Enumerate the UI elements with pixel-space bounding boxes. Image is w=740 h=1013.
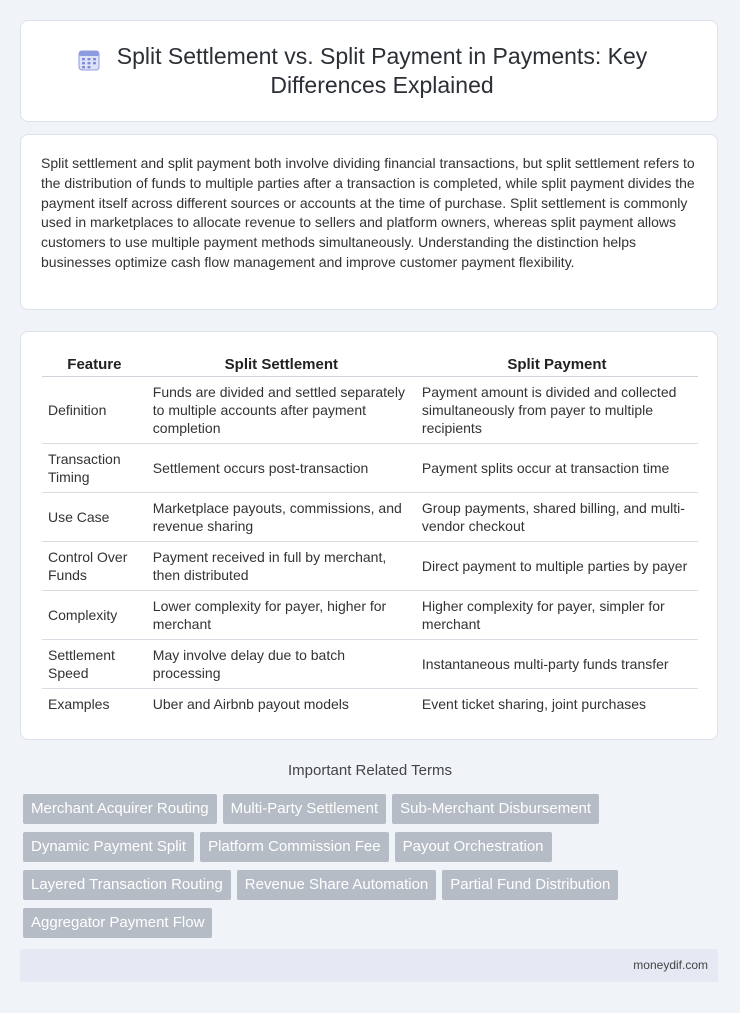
- related-terms-title: Important Related Terms: [288, 762, 452, 779]
- feature-cell: Control Over Funds: [42, 542, 147, 591]
- payment-cell: Instantaneous multi-party funds transfer: [416, 640, 698, 689]
- related-term-tag[interactable]: Dynamic Payment Split: [23, 832, 194, 862]
- related-term-tag[interactable]: Payout Orchestration: [395, 832, 552, 862]
- related-term-tag[interactable]: Sub-Merchant Disbursement: [392, 794, 599, 824]
- related-term-tag[interactable]: Layered Transaction Routing: [23, 870, 231, 900]
- table-row: [42, 542, 698, 591]
- settlement-cell: Settlement occurs post-transaction: [147, 444, 416, 493]
- settlement-cell: Uber and Airbnb payout models: [152, 696, 349, 712]
- header-split-settlement: Split Settlement: [147, 352, 416, 377]
- related-term-tag[interactable]: Aggregator Payment Flow: [23, 908, 212, 938]
- settlement-cell: Payment received in full by merchant, then distributed: [147, 542, 416, 591]
- feature-cell: Transaction Timing: [42, 444, 147, 493]
- comparison-table: [42, 352, 698, 719]
- related-term-tag[interactable]: Platform Commission Fee: [200, 832, 389, 862]
- settlement-cell: Funds are divided and settled separately to multiple accounts after payment completion: [147, 377, 416, 444]
- footer: [20, 949, 718, 982]
- related-term-tag[interactable]: Merchant Acquirer Routing: [23, 794, 217, 824]
- table-row: [42, 377, 698, 444]
- table-row: [42, 493, 698, 542]
- feature-cell: Complexity: [42, 591, 147, 640]
- table-row: [42, 444, 698, 493]
- title-card: [20, 20, 718, 122]
- feature-cell: Definition: [42, 377, 147, 444]
- related-terms-list: [23, 794, 693, 938]
- related-term-tag[interactable]: Partial Fund Distribution: [442, 870, 618, 900]
- feature-cell: Examples: [48, 696, 110, 712]
- header-feature: Feature: [42, 352, 147, 377]
- related-term-tag[interactable]: Revenue Share Automation: [237, 870, 436, 900]
- settlement-cell: May involve delay due to batch processing: [147, 640, 416, 689]
- comparison-table-card: [20, 331, 718, 740]
- table-row: [42, 640, 698, 689]
- intro-paragraph: Split settlement and split payment both involve dividing financial transactions, but split settlement refers to the distribution of funds to multiple parties after a transaction is completed, while split payment divides the payment itself across different sources or accounts at the time of purchase. Split settlement is commonly used in marketplaces to allocate revenue to sellers and platform owners, whereas split payment allows customers to use multiple payment methods simultaneously. Understanding the distinction helps businesses optimize cash flow management and improve customer payment flexibility.: [41, 155, 695, 270]
- page-title: Split Settlement vs. Split Payment in Payments: Key Differences Explained: [116, 43, 648, 98]
- table-row: [42, 689, 698, 720]
- payment-cell: Higher complexity for payer, simpler for merchant: [416, 591, 698, 640]
- settlement-cell: Lower complexity for payer, higher for merchant: [147, 591, 416, 640]
- table-header-row: [42, 352, 698, 377]
- header-split-payment: Split Payment: [416, 352, 698, 377]
- payment-cell: Payment amount is divided and collected simultaneously from payer to multiple recipients: [416, 377, 698, 444]
- feature-cell: Use Case: [42, 493, 147, 542]
- settlement-cell: Marketplace payouts, commissions, and revenue sharing: [147, 493, 416, 542]
- payment-cell: Direct payment to multiple parties by payer: [416, 542, 698, 591]
- payment-cell: Group payments, shared billing, and multi-vendor checkout: [416, 493, 698, 542]
- table-row: [42, 591, 698, 640]
- feature-cell: Settlement Speed: [42, 640, 147, 689]
- intro-card: [20, 134, 718, 310]
- payment-cell: Event ticket sharing, joint purchases: [421, 696, 647, 712]
- related-term-tag[interactable]: Multi-Party Settlement: [223, 794, 387, 824]
- footer-site-link[interactable]: moneydif.com: [633, 958, 708, 972]
- payment-cell: Payment splits occur at transaction time: [416, 444, 698, 493]
